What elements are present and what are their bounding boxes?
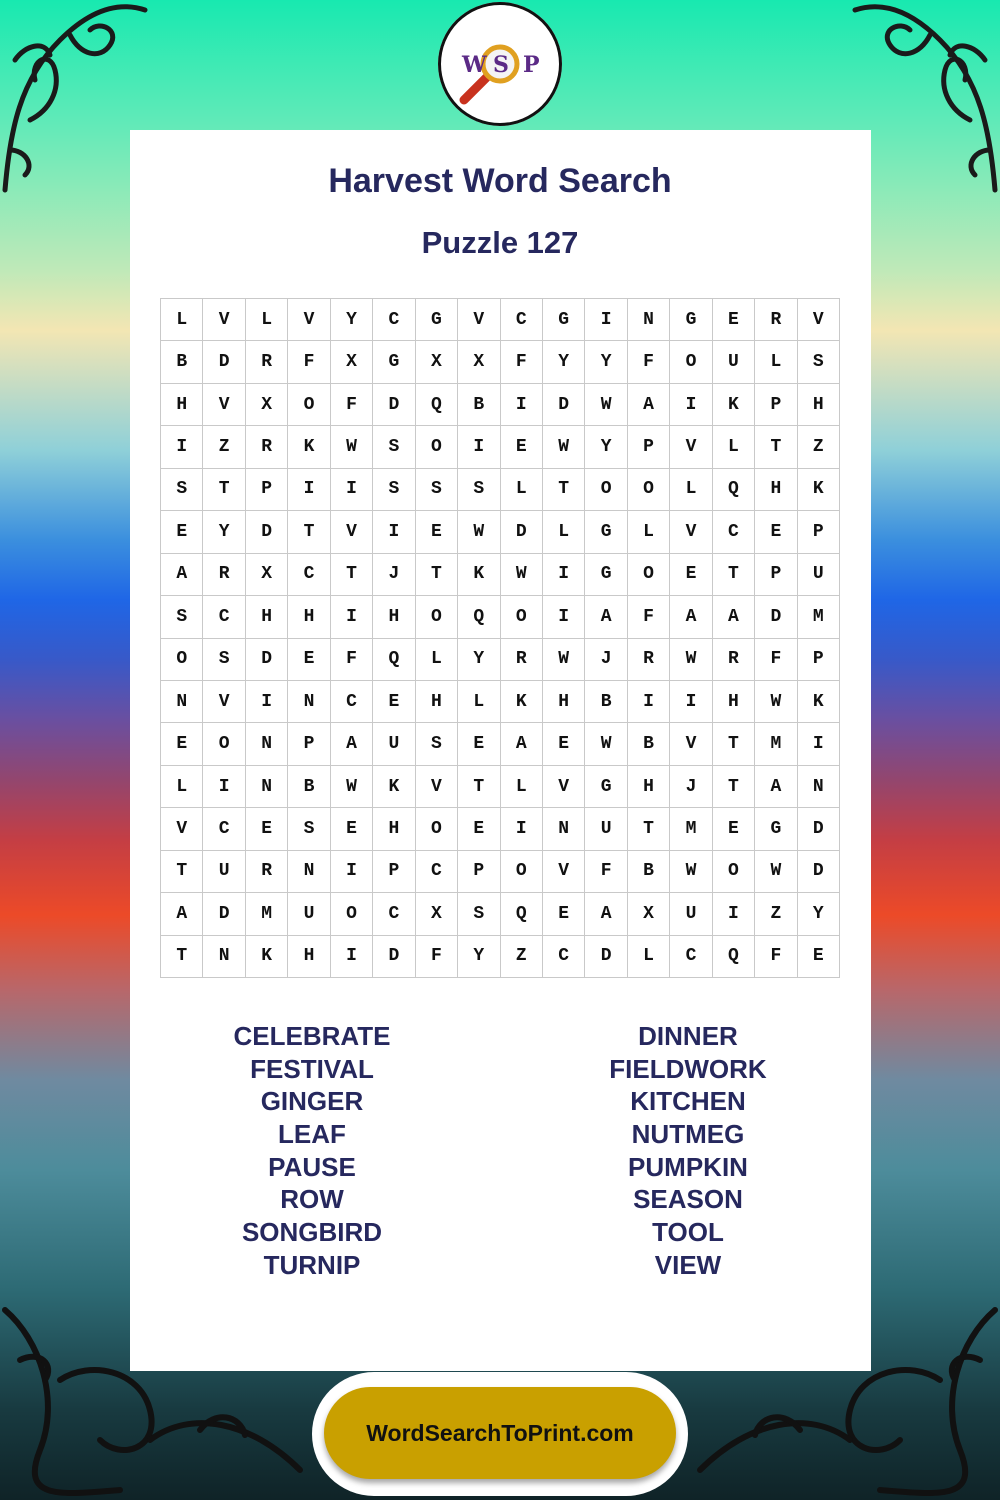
grid-cell[interactable]: P: [798, 511, 840, 553]
grid-cell[interactable]: U: [713, 341, 755, 383]
grid-cell[interactable]: V: [161, 808, 203, 850]
grid-cell[interactable]: X: [458, 341, 500, 383]
grid-cell[interactable]: L: [543, 511, 585, 553]
grid-cell[interactable]: W: [670, 851, 712, 893]
grid-cell[interactable]: L: [458, 681, 500, 723]
grid-cell[interactable]: H: [246, 596, 288, 638]
grid-cell[interactable]: D: [798, 808, 840, 850]
grid-cell[interactable]: H: [755, 469, 797, 511]
grid-cell[interactable]: B: [161, 341, 203, 383]
grid-cell[interactable]: I: [670, 681, 712, 723]
grid-cell[interactable]: E: [543, 893, 585, 935]
grid-cell[interactable]: L: [246, 299, 288, 341]
grid-cell[interactable]: Q: [713, 469, 755, 511]
grid-cell[interactable]: W: [543, 426, 585, 468]
logo-letter-w: W: [462, 52, 487, 78]
word-list-item: SEASON: [633, 1184, 743, 1215]
grid-cell[interactable]: K: [373, 766, 415, 808]
grid-cell[interactable]: I: [203, 766, 245, 808]
grid-cell[interactable]: H: [373, 808, 415, 850]
grid-cell[interactable]: T: [628, 808, 670, 850]
grid-cell[interactable]: Z: [203, 426, 245, 468]
grid-cell[interactable]: P: [798, 639, 840, 681]
grid-cell[interactable]: P: [373, 851, 415, 893]
grid-cell[interactable]: I: [331, 469, 373, 511]
grid-cell[interactable]: P: [755, 384, 797, 426]
grid-cell[interactable]: D: [373, 936, 415, 978]
grid-cell[interactable]: R: [713, 639, 755, 681]
grid-cell[interactable]: H: [373, 596, 415, 638]
grid-cell[interactable]: H: [288, 596, 330, 638]
grid-cell[interactable]: Y: [203, 511, 245, 553]
grid-cell[interactable]: T: [161, 936, 203, 978]
grid-cell[interactable]: W: [458, 511, 500, 553]
grid-cell[interactable]: Y: [458, 936, 500, 978]
grid-cell[interactable]: E: [670, 554, 712, 596]
grid-cell[interactable]: V: [543, 851, 585, 893]
word-list-item: SONGBIRD: [241, 1217, 383, 1248]
grid-cell[interactable]: W: [501, 554, 543, 596]
grid-cell[interactable]: L: [501, 469, 543, 511]
grid-cell[interactable]: I: [331, 596, 373, 638]
grid-cell[interactable]: G: [543, 299, 585, 341]
grid-cell[interactable]: C: [713, 511, 755, 553]
grid-cell[interactable]: K: [798, 469, 840, 511]
grid-cell[interactable]: O: [203, 723, 245, 765]
grid-cell[interactable]: K: [713, 384, 755, 426]
grid-cell[interactable]: C: [331, 681, 373, 723]
grid-cell[interactable]: H: [628, 766, 670, 808]
grid-cell[interactable]: O: [416, 426, 458, 468]
grid-cell[interactable]: W: [670, 639, 712, 681]
grid-cell[interactable]: A: [585, 596, 627, 638]
grid-cell[interactable]: A: [161, 554, 203, 596]
grid-cell[interactable]: E: [798, 936, 840, 978]
grid-cell[interactable]: U: [585, 808, 627, 850]
logo-letter-s: S: [493, 52, 509, 78]
grid-cell[interactable]: E: [543, 723, 585, 765]
grid-cell[interactable]: U: [798, 554, 840, 596]
grid-cell[interactable]: M: [755, 723, 797, 765]
grid-cell[interactable]: N: [543, 808, 585, 850]
grid-cell[interactable]: A: [161, 893, 203, 935]
grid-cell[interactable]: K: [798, 681, 840, 723]
grid-cell[interactable]: O: [713, 851, 755, 893]
grid-cell[interactable]: T: [713, 554, 755, 596]
grid-cell[interactable]: L: [416, 639, 458, 681]
grid-cell[interactable]: K: [501, 681, 543, 723]
grid-cell[interactable]: A: [713, 596, 755, 638]
grid-cell[interactable]: E: [713, 808, 755, 850]
grid-cell[interactable]: I: [798, 723, 840, 765]
word-list-item: LEAF: [278, 1119, 346, 1150]
grid-cell[interactable]: S: [458, 469, 500, 511]
grid-cell[interactable]: O: [628, 554, 670, 596]
grid-cell[interactable]: G: [585, 766, 627, 808]
grid-cell[interactable]: F: [755, 936, 797, 978]
grid-cell[interactable]: G: [585, 554, 627, 596]
grid-cell[interactable]: N: [246, 766, 288, 808]
grid-cell[interactable]: T: [713, 766, 755, 808]
grid-cell[interactable]: S: [458, 893, 500, 935]
grid-cell[interactable]: H: [713, 681, 755, 723]
grid-cell[interactable]: G: [585, 511, 627, 553]
grid-cell[interactable]: V: [203, 384, 245, 426]
grid-cell[interactable]: I: [501, 808, 543, 850]
word-list-item: PUMPKIN: [628, 1151, 748, 1182]
grid-cell[interactable]: B: [585, 681, 627, 723]
grid-cell[interactable]: V: [203, 681, 245, 723]
grid-cell[interactable]: C: [203, 808, 245, 850]
grid-cell[interactable]: V: [416, 766, 458, 808]
grid-cell[interactable]: O: [670, 341, 712, 383]
grid-cell[interactable]: M: [798, 596, 840, 638]
grid-cell[interactable]: X: [246, 554, 288, 596]
grid-cell[interactable]: N: [628, 299, 670, 341]
grid-cell[interactable]: R: [246, 426, 288, 468]
grid-cell[interactable]: I: [161, 426, 203, 468]
word-list-item: TURNIP: [263, 1249, 361, 1280]
grid-cell[interactable]: E: [501, 426, 543, 468]
grid-cell[interactable]: B: [458, 384, 500, 426]
grid-cell[interactable]: R: [246, 851, 288, 893]
grid-cell[interactable]: E: [161, 723, 203, 765]
grid-cell[interactable]: R: [246, 341, 288, 383]
footer-website-button[interactable]: WordSearchToPrint.com: [324, 1387, 676, 1479]
grid-cell[interactable]: K: [288, 426, 330, 468]
grid-cell[interactable]: A: [331, 723, 373, 765]
grid-cell[interactable]: E: [161, 511, 203, 553]
grid-cell[interactable]: F: [628, 341, 670, 383]
grid-cell[interactable]: G: [416, 299, 458, 341]
grid-cell[interactable]: L: [755, 341, 797, 383]
grid-cell[interactable]: I: [628, 681, 670, 723]
grid-cell[interactable]: I: [246, 681, 288, 723]
grid-cell[interactable]: X: [416, 893, 458, 935]
grid-cell[interactable]: O: [501, 596, 543, 638]
grid-cell[interactable]: X: [416, 341, 458, 383]
grid-cell[interactable]: D: [755, 596, 797, 638]
grid-cell[interactable]: N: [288, 851, 330, 893]
grid-cell[interactable]: D: [501, 511, 543, 553]
grid-cell[interactable]: Y: [798, 893, 840, 935]
grid-cell[interactable]: Y: [585, 341, 627, 383]
grid-cell[interactable]: V: [670, 426, 712, 468]
grid-cell[interactable]: H: [798, 384, 840, 426]
grid-cell[interactable]: V: [543, 766, 585, 808]
grid-cell[interactable]: O: [628, 469, 670, 511]
grid-cell[interactable]: G: [755, 808, 797, 850]
grid-cell[interactable]: T: [161, 851, 203, 893]
grid-cell[interactable]: L: [670, 469, 712, 511]
magnifier-icon: [438, 2, 562, 126]
grid-cell[interactable]: Q: [713, 936, 755, 978]
grid-cell[interactable]: X: [246, 384, 288, 426]
grid-cell[interactable]: F: [416, 936, 458, 978]
grid-cell[interactable]: Y: [458, 639, 500, 681]
grid-cell[interactable]: Y: [585, 426, 627, 468]
grid-cell[interactable]: N: [203, 936, 245, 978]
grid-cell[interactable]: H: [416, 681, 458, 723]
grid-cell[interactable]: B: [628, 851, 670, 893]
grid-cell[interactable]: A: [501, 723, 543, 765]
grid-cell[interactable]: L: [628, 511, 670, 553]
grid-cell[interactable]: N: [161, 681, 203, 723]
grid-cell[interactable]: J: [585, 639, 627, 681]
grid-cell[interactable]: I: [331, 936, 373, 978]
grid-cell[interactable]: V: [670, 511, 712, 553]
grid-cell[interactable]: D: [246, 511, 288, 553]
grid-cell[interactable]: F: [331, 384, 373, 426]
grid-cell[interactable]: Y: [543, 341, 585, 383]
grid-cell[interactable]: T: [458, 766, 500, 808]
grid-cell[interactable]: A: [628, 384, 670, 426]
grid-cell[interactable]: T: [755, 426, 797, 468]
grid-cell[interactable]: K: [246, 936, 288, 978]
word-list-left: [132, 1020, 492, 1282]
grid-cell[interactable]: F: [628, 596, 670, 638]
grid-cell[interactable]: N: [246, 723, 288, 765]
grid-cell[interactable]: W: [585, 723, 627, 765]
grid-cell[interactable]: Z: [798, 426, 840, 468]
grid-cell[interactable]: E: [416, 511, 458, 553]
grid-cell[interactable]: F: [501, 341, 543, 383]
grid-cell[interactable]: B: [288, 766, 330, 808]
grid-cell[interactable]: C: [373, 299, 415, 341]
grid-cell[interactable]: G: [373, 341, 415, 383]
word-list-item: FESTIVAL: [250, 1053, 374, 1084]
grid-cell[interactable]: F: [331, 639, 373, 681]
grid-cell[interactable]: H: [161, 384, 203, 426]
word-list-item: FIELDWORK: [609, 1053, 767, 1084]
grid-cell[interactable]: I: [331, 851, 373, 893]
grid-cell[interactable]: G: [670, 299, 712, 341]
grid-cell[interactable]: R: [501, 639, 543, 681]
grid-cell[interactable]: N: [798, 766, 840, 808]
grid-cell[interactable]: O: [288, 384, 330, 426]
letter-grid: [160, 298, 840, 978]
grid-cell[interactable]: T: [288, 511, 330, 553]
grid-cell[interactable]: J: [373, 554, 415, 596]
grid-cell[interactable]: S: [161, 469, 203, 511]
grid-cell[interactable]: L: [501, 766, 543, 808]
grid-cell[interactable]: A: [585, 893, 627, 935]
grid-cell[interactable]: O: [331, 893, 373, 935]
grid-cell[interactable]: Q: [373, 639, 415, 681]
grid-cell[interactable]: C: [670, 936, 712, 978]
grid-cell[interactable]: S: [288, 808, 330, 850]
grid-cell[interactable]: V: [798, 299, 840, 341]
grid-cell[interactable]: P: [288, 723, 330, 765]
grid-cell[interactable]: S: [161, 596, 203, 638]
grid-cell[interactable]: Q: [501, 893, 543, 935]
grid-cell[interactable]: D: [246, 639, 288, 681]
grid-cell[interactable]: S: [373, 426, 415, 468]
grid-cell[interactable]: O: [161, 639, 203, 681]
grid-cell[interactable]: U: [373, 723, 415, 765]
grid-cell[interactable]: A: [755, 766, 797, 808]
grid-cell[interactable]: P: [246, 469, 288, 511]
word-list-item: KITCHEN: [630, 1086, 746, 1117]
grid-cell[interactable]: L: [628, 936, 670, 978]
grid-cell[interactable]: I: [585, 299, 627, 341]
grid-cell[interactable]: I: [543, 554, 585, 596]
grid-cell[interactable]: F: [585, 851, 627, 893]
grid-cell[interactable]: S: [416, 723, 458, 765]
grid-cell[interactable]: B: [628, 723, 670, 765]
grid-cell[interactable]: U: [203, 851, 245, 893]
grid-cell[interactable]: X: [628, 893, 670, 935]
grid-cell[interactable]: E: [458, 808, 500, 850]
grid-cell[interactable]: V: [331, 511, 373, 553]
grid-cell[interactable]: I: [288, 469, 330, 511]
grid-cell[interactable]: E: [331, 808, 373, 850]
grid-cell[interactable]: O: [585, 469, 627, 511]
puzzle-number: Puzzle 127: [421, 225, 579, 260]
grid-cell[interactable]: M: [246, 893, 288, 935]
grid-cell[interactable]: E: [246, 808, 288, 850]
grid-cell[interactable]: Q: [416, 384, 458, 426]
grid-cell[interactable]: I: [458, 426, 500, 468]
wsp-logo: [438, 2, 562, 126]
grid-cell[interactable]: C: [416, 851, 458, 893]
grid-cell[interactable]: Z: [501, 936, 543, 978]
word-list-item: NUTMEG: [631, 1119, 745, 1150]
grid-cell[interactable]: E: [288, 639, 330, 681]
grid-cell[interactable]: O: [416, 596, 458, 638]
grid-cell[interactable]: J: [670, 766, 712, 808]
grid-cell[interactable]: E: [458, 723, 500, 765]
word-list-item: PAUSE: [268, 1151, 356, 1182]
word-list-item: DINNER: [638, 1021, 738, 1051]
grid-cell[interactable]: W: [755, 681, 797, 723]
grid-cell[interactable]: P: [458, 851, 500, 893]
word-list-item: GINGER: [260, 1086, 364, 1117]
grid-cell[interactable]: Y: [331, 299, 373, 341]
grid-cell[interactable]: C: [203, 596, 245, 638]
word-list-item: CELEBRATE: [233, 1021, 391, 1051]
grid-cell[interactable]: Z: [755, 893, 797, 935]
grid-cell[interactable]: V: [203, 299, 245, 341]
grid-cell[interactable]: I: [543, 596, 585, 638]
grid-cell[interactable]: V: [670, 723, 712, 765]
grid-cell[interactable]: H: [288, 936, 330, 978]
word-list-item: ROW: [280, 1184, 344, 1215]
grid-cell[interactable]: W: [585, 384, 627, 426]
grid-cell[interactable]: I: [670, 384, 712, 426]
grid-cell[interactable]: A: [670, 596, 712, 638]
grid-cell[interactable]: N: [288, 681, 330, 723]
grid-cell[interactable]: T: [203, 469, 245, 511]
grid-cell[interactable]: D: [585, 936, 627, 978]
grid-cell[interactable]: S: [203, 639, 245, 681]
grid-cell[interactable]: P: [755, 554, 797, 596]
grid-cell[interactable]: E: [713, 299, 755, 341]
grid-cell[interactable]: D: [373, 384, 415, 426]
grid-cell[interactable]: T: [416, 554, 458, 596]
grid-cell[interactable]: S: [416, 469, 458, 511]
grid-cell[interactable]: C: [373, 893, 415, 935]
grid-cell[interactable]: D: [203, 893, 245, 935]
grid-cell[interactable]: V: [288, 299, 330, 341]
grid-cell[interactable]: U: [670, 893, 712, 935]
logo-letter-p: P: [523, 52, 540, 78]
grid-cell[interactable]: E: [755, 511, 797, 553]
grid-cell[interactable]: E: [373, 681, 415, 723]
grid-cell[interactable]: L: [161, 766, 203, 808]
grid-cell[interactable]: S: [798, 341, 840, 383]
grid-cell[interactable]: I: [373, 511, 415, 553]
grid-cell[interactable]: F: [288, 341, 330, 383]
grid-cell[interactable]: O: [416, 808, 458, 850]
grid-cell[interactable]: K: [458, 554, 500, 596]
grid-cell[interactable]: R: [203, 554, 245, 596]
grid-cell[interactable]: I: [713, 893, 755, 935]
grid-cell[interactable]: W: [331, 766, 373, 808]
grid-cell[interactable]: F: [755, 639, 797, 681]
grid-cell[interactable]: R: [755, 299, 797, 341]
grid-cell[interactable]: T: [543, 469, 585, 511]
word-list-item: VIEW: [654, 1249, 722, 1280]
grid-cell[interactable]: D: [543, 384, 585, 426]
word-list-item: TOOL: [652, 1217, 724, 1248]
grid-cell[interactable]: L: [713, 426, 755, 468]
grid-cell[interactable]: I: [501, 384, 543, 426]
grid-cell[interactable]: C: [543, 936, 585, 978]
word-list-right: [508, 1020, 868, 1282]
grid-cell[interactable]: D: [203, 341, 245, 383]
grid-cell[interactable]: P: [628, 426, 670, 468]
grid-cell[interactable]: S: [373, 469, 415, 511]
grid-cell[interactable]: H: [543, 681, 585, 723]
grid-cell[interactable]: O: [501, 851, 543, 893]
grid-cell[interactable]: T: [331, 554, 373, 596]
grid-cell[interactable]: W: [331, 426, 373, 468]
grid-cell[interactable]: C: [288, 554, 330, 596]
grid-cell[interactable]: W: [755, 851, 797, 893]
page-title: Harvest Word Search: [328, 162, 672, 200]
grid-cell[interactable]: D: [798, 851, 840, 893]
grid-cell[interactable]: C: [501, 299, 543, 341]
grid-cell[interactable]: U: [288, 893, 330, 935]
grid-cell[interactable]: L: [161, 299, 203, 341]
grid-cell[interactable]: X: [331, 341, 373, 383]
grid-cell[interactable]: R: [628, 639, 670, 681]
grid-cell[interactable]: Q: [458, 596, 500, 638]
grid-cell[interactable]: W: [543, 639, 585, 681]
grid-cell[interactable]: T: [713, 723, 755, 765]
grid-cell[interactable]: M: [670, 808, 712, 850]
grid-cell[interactable]: V: [458, 299, 500, 341]
